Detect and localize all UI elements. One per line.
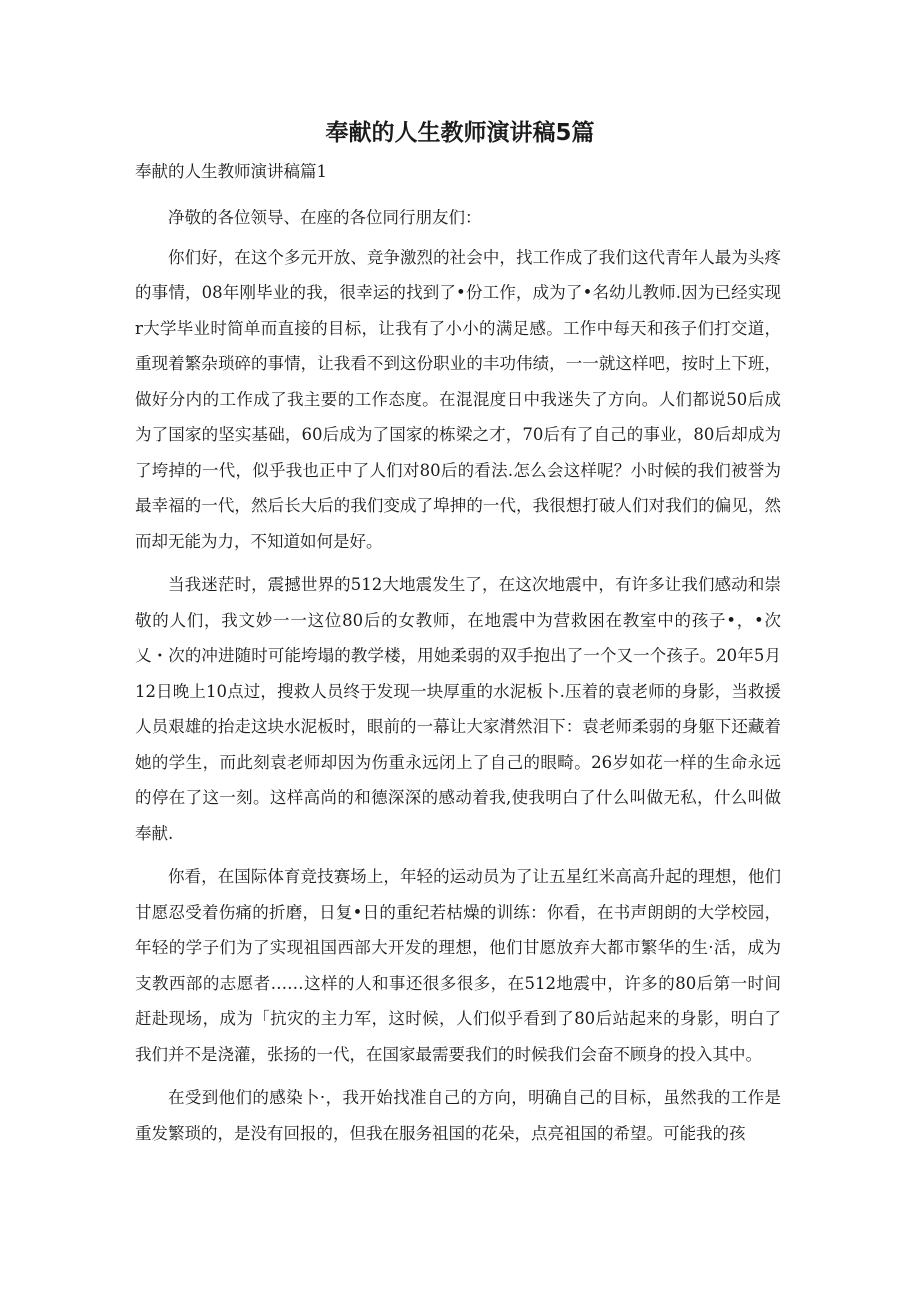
document-title: 奉献的人生教师演讲稿5篇	[325, 120, 595, 146]
paragraph: 你看，在国际体育竞技赛场上，年轻的运动员为了让五星红米高高升起的理想，他们甘愿忍受着伤痛的折磨，日复•日的重纪若枯燥的训练：你看，在书声朗朗的大学校园，年轻的学子们为了实现祖国西部大开发的理想，他们甘愿放弃大都市繁华的生·活，成为支教西部的志愿者……这样的人和事还很多很多，在512地震中，许多的80后第一时间赶赴现场，成为「抗灾的主力军，这时候，人们似乎看到了80后站起来的身影，明白了我们并不是浇灌，张扬的一代，在国家最需要我们的时候我们会奋不顾身的投入其中。	[135, 867, 781, 1064]
paragraph: 在受到他们的感染卜·，我开始找准自己的方向，明确自己的目标，虽然我的工作是重发繁琐的，是没有回报的，但我在服务祖国的花朵，点亮祖国的希望。可能我的孩	[135, 1088, 781, 1143]
paragraph: 当我迷茫时，震撼世界的512大地震发生了，在这次地震中，有许多让我们感动和崇敬的人们，我文妙一一这位80后的女教师，在地震中为营救困在教室中的孩子•，•次乂・次的冲进随时可能垮塌的教学楼，用她柔弱的双手抱出了一个又一个孩子。20年5月12日晚上10点过，搜救人员终于发现一块厚重的水泥板卜.压着的袁老师的身影，当救援人员艰雄的抬走这块水泥板时，眼前的一幕让大家潸然泪下：袁老师柔弱的身躯下还藏着她的学生，而此刻袁老师却因为伤重永远闭上了自己的眼畸。26岁如花一样的生命永远的停在了这一刻。这样高尚的和德深深的感动着我,使我明白了什么叫做无私，什么叫做奉献.	[135, 575, 781, 843]
paragraph-greeting: 净敬的各位领导、在座的各位同行朋友们：	[168, 208, 482, 227]
document-body	[135, 158, 781, 1159]
section-heading: 奉献的人生教师演讲稿篇1	[135, 162, 327, 181]
paragraph: 你们好，在这个多元开放、竞争激烈的社会中，找工作成了我们这代青年人最为头疼的事情，08年刚毕业的我，很幸运的找到了•份工作，成为了•名幼儿教师.因为已经实现r大学毕业时简单而直接的目标，让我有了小小的满足感。工作中每天和孩子们打交道，重现着繁杂琐碎的事情，让我看不到这份职业的丰功伟绩，一一就这样吧，按时上下班，做好分内的工作成了我主要的工作态度。在混混度日中我迷失了方向。人们都说50后成为了国家的坚实基础，60后成为了国家的栋梁之才，70后有了自己的事业，80后却成为了垮掉的一代，似乎我也正中了人们对80后的看法.怎么会这样呢？小时候的我们被誉为最幸福的一代，然后长大后的我们变成了埠抻的一代，我很想打破人们对我们的偏见，然而却无能为力，不知道如何是好。	[135, 247, 781, 551]
